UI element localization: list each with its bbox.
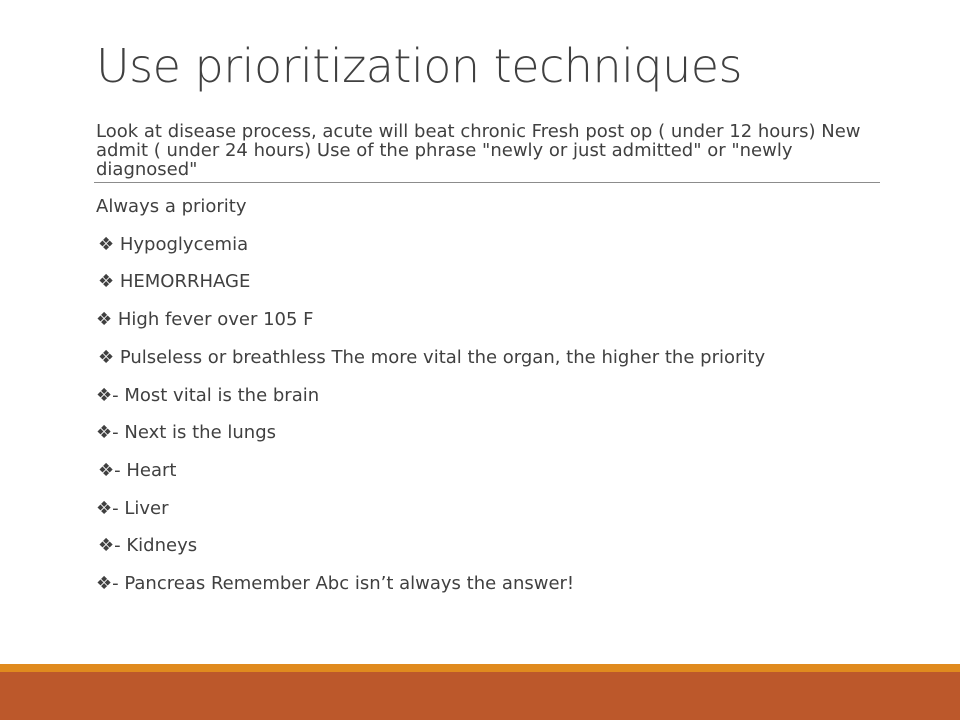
- list-item-hemorrhage: ❖ HEMORRHAGE: [98, 271, 251, 292]
- list-item-hypoglycemia: ❖ Hypoglycemia: [98, 234, 249, 255]
- intro-paragraph: Look at disease process, acute will beat chronic Fresh post op ( under 12 hours) New admit ( under 24 hours) Use of the phrase "newly or just admitted" or "newly diagnosed": [96, 121, 861, 180]
- footer-accent-bar-thin: [0, 664, 960, 672]
- divider-line: [94, 182, 880, 183]
- list-item-lungs: ❖- Next is the lungs: [96, 422, 276, 443]
- list-item-brain: ❖- Most vital is the brain: [96, 385, 320, 406]
- list-item-kidneys: ❖- Kidneys: [98, 535, 198, 556]
- list-item-pancreas: ❖- Pancreas Remember Abc isn’t always the answer!: [96, 573, 575, 594]
- list-item-high-fever: ❖ High fever over 105 F: [96, 309, 314, 330]
- list-item-always-priority: Always a priority: [96, 196, 247, 217]
- list-item-liver: ❖- Liver: [96, 498, 169, 519]
- footer-accent-bar: [0, 672, 960, 720]
- list-item-pulseless: ❖ Pulseless or breathless The more vital the organ, the higher the priority: [98, 347, 766, 368]
- slide-title: Use prioritization techniques: [96, 39, 743, 93]
- list-item-heart: ❖- Heart: [98, 460, 177, 481]
